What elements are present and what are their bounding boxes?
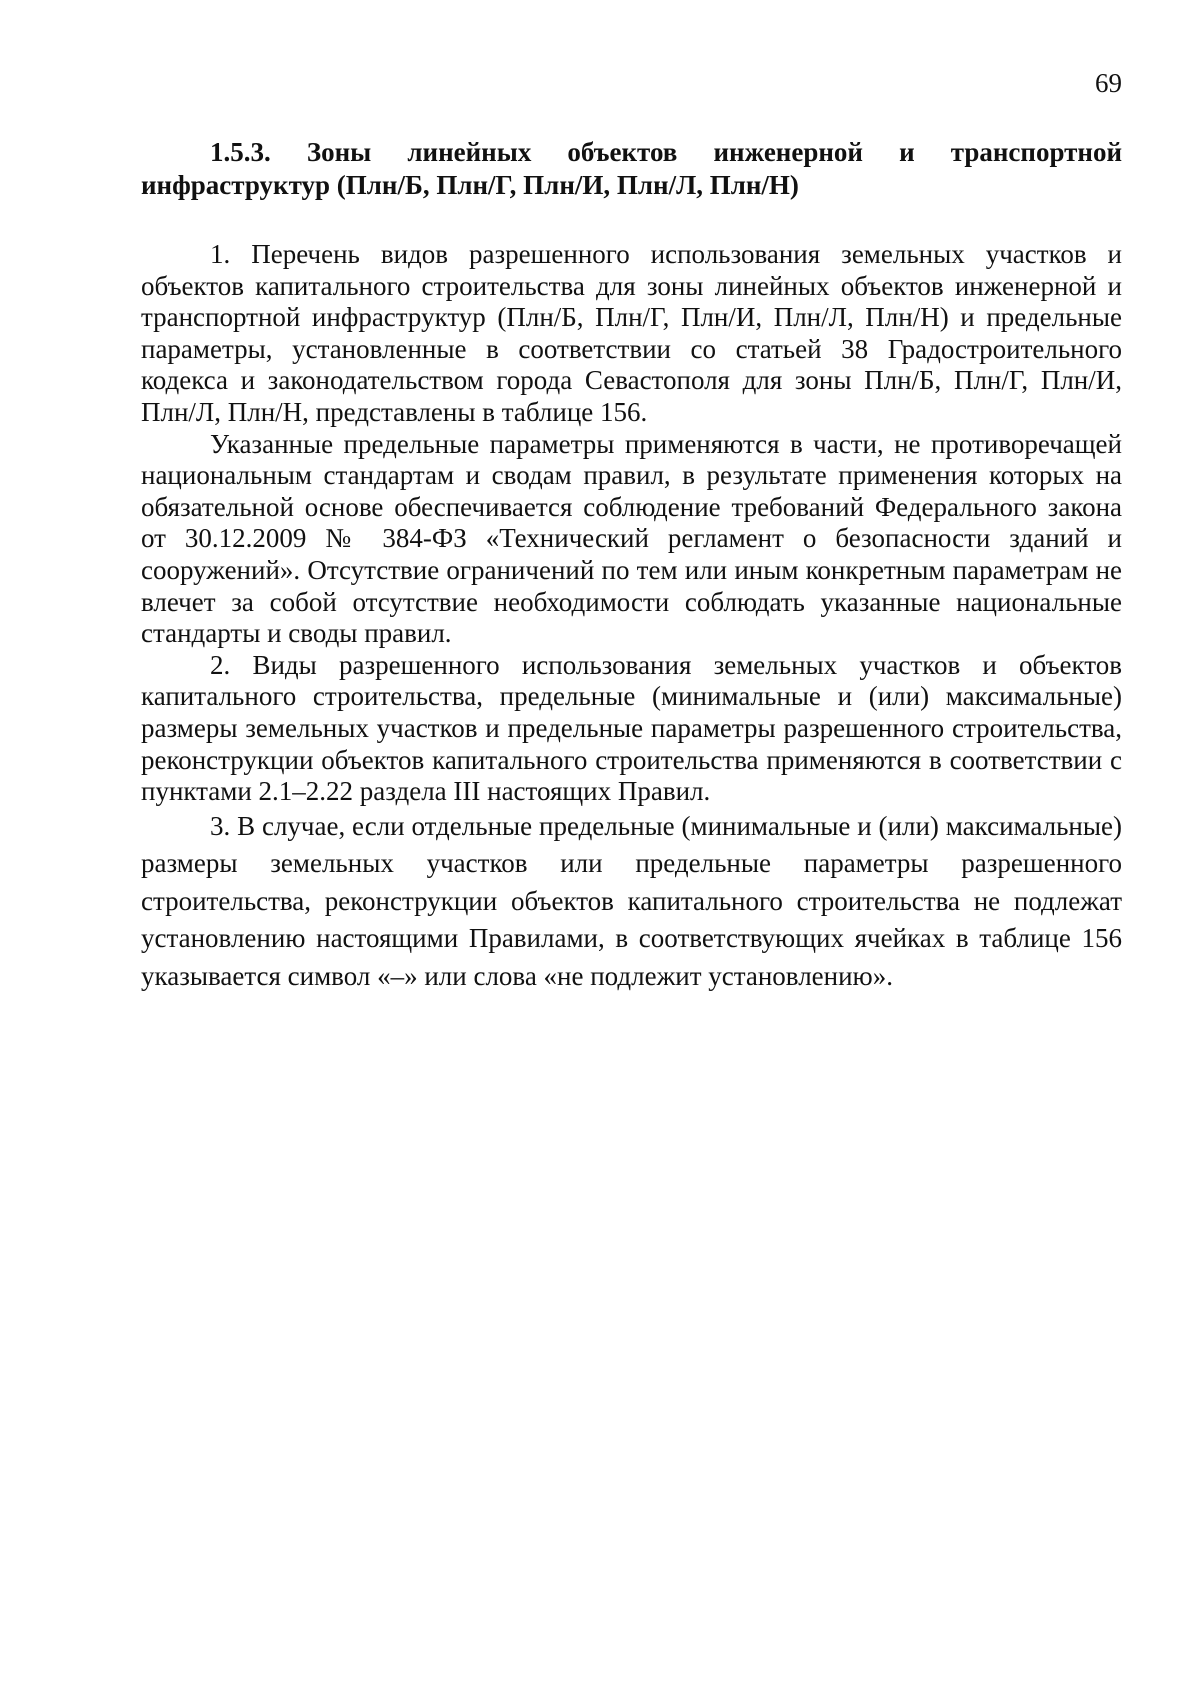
- paragraph-4: 3. В случае, если отдельные предельные (минимальные и (или) максимальные) размеры земельных участков или предельные параметры разрешенного строительства, реконструкции объектов капитального строительства не подлежат установлению настоящими Правилами, в соответствующих ячейках в таблице 156 указывается символ «–» или слова «не подлежит установлению».: [141, 810, 1122, 991]
- section-heading: [141, 136, 1122, 202]
- document-body: [141, 136, 1122, 995]
- paragraph-2: Указанные предельные параметры применяются в части, не противоречащей национальным стандартам и сводам правил, в результате применения которых на обязательной основе обеспечивается соблюдение требований Федерального закона от 30.12.2009 № 384-ФЗ «Технический регламент о безопасности зданий и сооружений». Отсутствие ограничений по тем или иным конкретным параметрам не влечет за собой отсутствие необходимости соблюдать указанные национальные стандарты и своды правил.: [141, 428, 1122, 649]
- paragraph-1: 1. Перечень видов разрешенного использования земельных участков и объектов капитального строительства для зоны линейных объектов инженерной и транспортной инфраструктур (Плн/Б, Плн/Г, Плн/И, Плн/Л, Плн/Н) и предельные параметры, установленные в соответствии со статьей 38 Градостроительного кодекса и законодательством города Севастополя для зоны Плн/Б, Плн/Г, Плн/И, Плн/Л, Плн/Н, представлены в таблице 156.: [141, 239, 1122, 427]
- page-number: 69: [1095, 68, 1122, 98]
- section-title: Зоны линейных объектов инженерной и транспортной инфраструктур (Плн/Б, Плн/Г, Плн/И, Плн/Л, Плн/Н): [141, 137, 1123, 200]
- paragraph-3: 2. Виды разрешенного использования земельных участков и объектов капитального строительства, предельные (минимальные и (или) максимальные) размеры земельных участков и предельные параметры разрешенного строительства, реконструкции объектов капитального строительства применяются в соответствии с пунктами 2.1–2.22 раздела III настоящих Правил.: [141, 649, 1122, 807]
- section-number: 1.5.3.: [210, 137, 271, 167]
